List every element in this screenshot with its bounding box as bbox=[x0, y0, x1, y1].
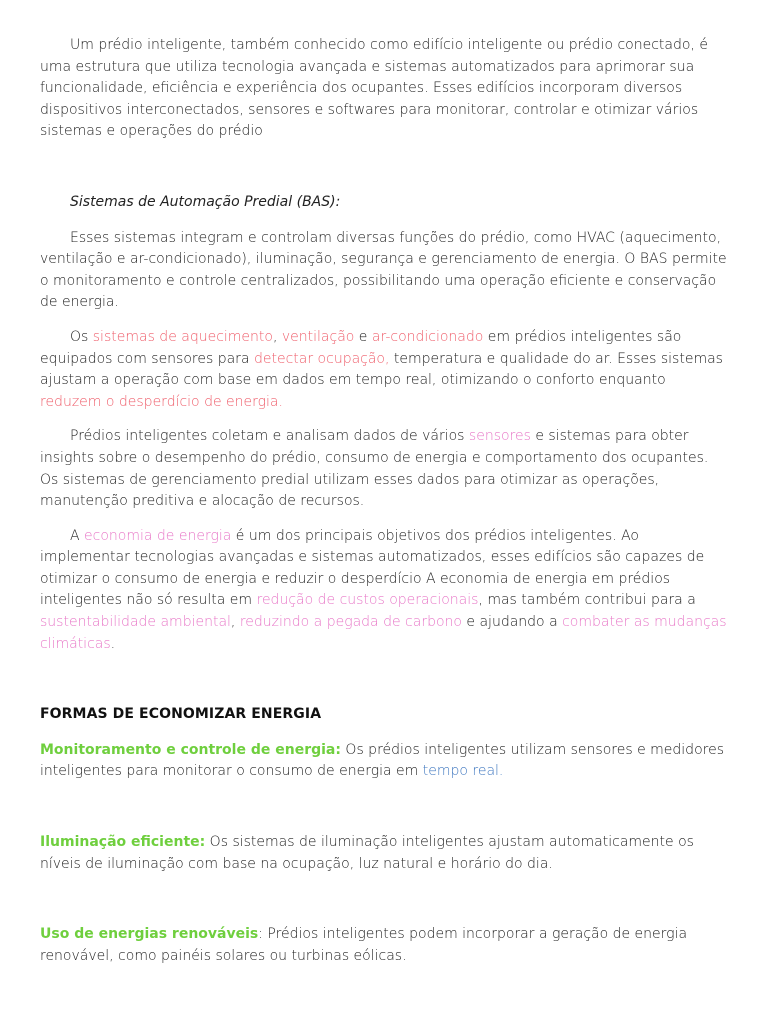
intro-paragraph: Um prédio inteligente, também conhecido como edifício inteligente ou prédio conectado, é uma estrutura que utiliza tecnologia avançada e sistemas automatizados para aprimorar sua funcionalidade, eficiência e experiência dos ocupantes. Esses edifícios incorporam diversos dispositivos interconectados, sensores e softwares para monitorar, controlar e otimizar vários sistemas e operações do prédio bbox=[40, 37, 708, 140]
hvac-text-5: temperatura e qualidade do ar. Esses sistemas ajustam a operação com base em dados em tempo real, otimizando o conforto enquanto bbox=[40, 350, 723, 389]
item-label-renovaveis: Uso de energias renováveis bbox=[40, 926, 259, 943]
item-label-iluminacao: Iluminação eficiente: bbox=[40, 834, 206, 851]
economy-text-4: , bbox=[230, 614, 240, 631]
hvac-text-3: e bbox=[354, 328, 372, 345]
link-economia-energia[interactable]: economia de energia bbox=[84, 527, 232, 544]
section-title: FORMAS DE ECONOMIZAR ENERGIA bbox=[40, 706, 322, 723]
link-sustentabilidade[interactable]: sustentabilidade ambiental bbox=[40, 614, 231, 631]
link-tempo-real[interactable]: tempo real. bbox=[422, 763, 504, 780]
link-ar-condicionado[interactable]: ar-condicionado bbox=[371, 328, 484, 345]
item-iluminacao bbox=[40, 832, 728, 875]
link-detectar-ocupacao[interactable]: detectar ocupação, bbox=[253, 350, 390, 367]
data-paragraph bbox=[40, 426, 728, 512]
economy-paragraph bbox=[40, 526, 728, 656]
data-text-1: Prédios inteligentes coletam e analisam dados de vários bbox=[70, 428, 469, 445]
economy-text-6: . bbox=[110, 635, 116, 652]
bas-heading: Sistemas de Automação Predial (BAS): bbox=[70, 193, 341, 210]
bas-paragraph: Esses sistemas integram e controlam diversas funções do prédio, como HVAC (aquecimento, ventilação e ar-condicionado), iluminação, segurança e gerenciamento de energia. O BAS permite o monitoramento e controle centralizados, possibilitando uma operação eficiente e conservação de energia. bbox=[40, 229, 727, 311]
item-label-monitoramento: Monitoramento e controle de energia: bbox=[40, 741, 341, 758]
item-text-monitoramento: Os prédios inteligentes utilizam sensores e medidores inteligentes para monitorar o consumo de energia em bbox=[40, 741, 724, 780]
link-sistemas-aquecimento[interactable]: sistemas de aquecimento bbox=[92, 328, 273, 345]
link-reducao-custos[interactable]: redução de custos operacionais bbox=[256, 592, 479, 609]
economy-text-3: , mas também contribui para a bbox=[478, 592, 696, 609]
hvac-text-4: em prédios inteligentes são equipados com sensores para bbox=[40, 328, 682, 367]
data-text-2: e sistemas para obter insights sobre o desempenho do prédio, consumo de energia e comportamento dos ocupantes. Os sistemas de gerenciamento predial utilizam esses dados para otimizar as operações, manutenção preditiva e alocação de recursos. bbox=[40, 428, 709, 510]
link-sensores[interactable]: sensores bbox=[468, 428, 531, 445]
link-mudancas-climaticas[interactable]: combater as mudanças climáticas bbox=[40, 614, 727, 652]
hvac-text-1: Os bbox=[70, 328, 93, 345]
item-text-renovaveis: : Prédios inteligentes podem incorporar a geração de energia renovável, como painéis solares ou turbinas eólicas. bbox=[40, 926, 688, 964]
link-pegada-carbono[interactable]: reduzindo a pegada de carbono bbox=[239, 614, 462, 631]
economy-text-2: é um dos principais objetivos dos prédios inteligentes. Ao implementar tecnologias avançadas e sistemas automatizados, esses edifícios são capazes de otimizar o consumo de energia e reduzir o desperdício A economia de energia em prédios inteligentes não só resulta em bbox=[40, 527, 705, 609]
hvac-paragraph bbox=[40, 327, 728, 413]
item-renovaveis bbox=[40, 924, 728, 967]
link-reduzem-desperdicio[interactable]: reduzem o desperdício de energia. bbox=[40, 393, 283, 410]
hvac-text-2: , bbox=[272, 328, 282, 345]
economy-text-5: e ajudando a bbox=[461, 614, 563, 631]
item-monitoramento bbox=[40, 740, 728, 783]
economy-text-1: A bbox=[70, 527, 85, 544]
link-ventilacao[interactable]: ventilação bbox=[281, 328, 355, 345]
item-text-iluminacao: Os sistemas de iluminação inteligentes ajustam automaticamente os níveis de iluminação com base na ocupação, luz natural e horário do dia. bbox=[40, 834, 694, 872]
